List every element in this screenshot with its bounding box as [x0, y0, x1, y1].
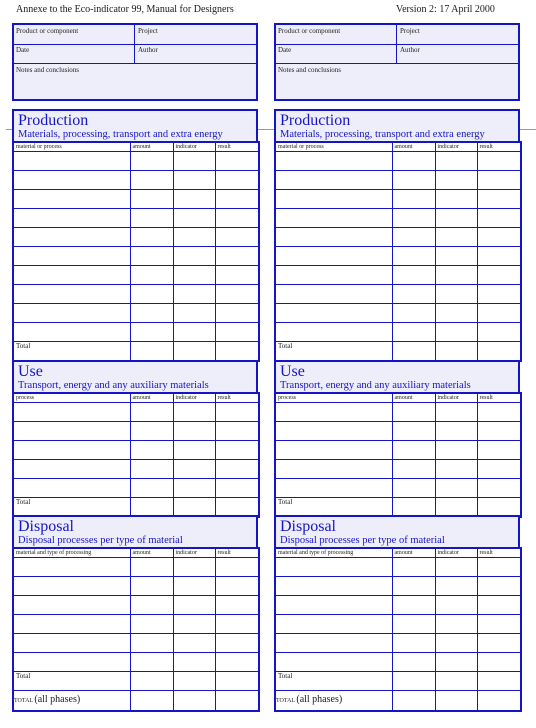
grand-total-row[interactable] [275, 691, 521, 712]
use-subtitle: Transport, energy and any auxiliary materials [280, 380, 471, 391]
col-amount: amount [392, 393, 435, 403]
table-row[interactable] [13, 171, 259, 190]
grand-total-qualifier: (all phases) [296, 694, 343, 705]
table-row[interactable] [275, 558, 521, 577]
table-row[interactable] [275, 247, 521, 266]
table-row[interactable] [13, 228, 259, 247]
date-field[interactable]: Date [278, 46, 292, 54]
table-row[interactable] [275, 653, 521, 672]
table-row[interactable] [13, 323, 259, 342]
table-row[interactable] [13, 247, 259, 266]
author-field[interactable]: Author [138, 46, 158, 54]
table-row[interactable] [13, 152, 259, 171]
production-total-row[interactable] [275, 342, 521, 362]
info-box [274, 23, 520, 101]
form-column-left [12, 23, 258, 705]
table-row[interactable] [275, 634, 521, 653]
total-label: Total [275, 672, 392, 691]
use-section [12, 360, 258, 518]
total-label: Total [275, 498, 392, 518]
col-result: result [477, 548, 521, 558]
table-row[interactable] [275, 422, 521, 441]
col-result: result [215, 393, 259, 403]
project-field[interactable]: Project [400, 27, 420, 35]
table-row[interactable] [275, 615, 521, 634]
disposal-subtitle: Disposal processes per type of material [280, 535, 445, 546]
table-row[interactable] [13, 422, 259, 441]
production-title: Production [18, 112, 89, 129]
production-section [274, 109, 520, 362]
production-subtitle: Materials, processing, transport and extra energy [18, 129, 223, 140]
product-field[interactable]: Product or component [278, 27, 341, 35]
table-row[interactable] [275, 441, 521, 460]
date-field[interactable]: Date [16, 46, 30, 54]
form-column-right [274, 23, 520, 705]
col-result: result [477, 142, 521, 152]
table-row[interactable] [13, 460, 259, 479]
table-row[interactable] [13, 190, 259, 209]
table-row[interactable] [275, 577, 521, 596]
col-amount: amount [392, 548, 435, 558]
project-field[interactable]: Project [138, 27, 158, 35]
col-result: result [477, 393, 521, 403]
table-row[interactable] [13, 266, 259, 285]
col-result: result [215, 548, 259, 558]
col-amount: amount [130, 393, 173, 403]
table-row[interactable] [13, 304, 259, 323]
grand-total-label [13, 691, 130, 712]
disposal-total-row[interactable] [275, 672, 521, 691]
table-row[interactable] [275, 304, 521, 323]
col-indicator: indicator [173, 548, 215, 558]
col-process: process [13, 393, 130, 403]
col-material-process: material or process [275, 142, 392, 152]
table-row[interactable] [13, 285, 259, 304]
table-row[interactable] [13, 479, 259, 498]
grand-total-label [275, 691, 392, 712]
use-title: Use [18, 363, 43, 380]
table-row[interactable] [13, 577, 259, 596]
production-total-row[interactable] [13, 342, 259, 362]
use-title: Use [280, 363, 305, 380]
col-material-type-processing: material and type of processing [13, 548, 130, 558]
total-label: Total [13, 672, 130, 691]
disposal-table [274, 547, 522, 712]
table-row[interactable] [275, 171, 521, 190]
production-table [12, 141, 260, 362]
notes-field[interactable]: Notes and conclusions [278, 66, 341, 74]
col-material-process: material or process [13, 142, 130, 152]
table-row[interactable] [13, 653, 259, 672]
disposal-table [12, 547, 260, 712]
page-header-version: Version 2: 17 April 2000 [396, 4, 495, 15]
production-subtitle: Materials, processing, transport and extra energy [280, 129, 485, 140]
notes-field[interactable]: Notes and conclusions [16, 66, 79, 74]
author-field[interactable]: Author [400, 46, 420, 54]
col-indicator: indicator [173, 393, 215, 403]
production-title: Production [280, 112, 351, 129]
col-material-type-processing: material and type of processing [275, 548, 392, 558]
table-row[interactable] [13, 596, 259, 615]
table-row[interactable] [275, 460, 521, 479]
use-subtitle: Transport, energy and any auxiliary materials [18, 380, 209, 391]
disposal-title: Disposal [280, 518, 336, 535]
table-row[interactable] [275, 596, 521, 615]
col-process: process [275, 393, 392, 403]
table-row[interactable] [13, 403, 259, 422]
total-label: Total [275, 342, 392, 362]
product-field[interactable]: Product or component [16, 27, 79, 35]
col-indicator: indicator [173, 142, 215, 152]
col-amount: amount [130, 142, 173, 152]
disposal-total-row[interactable] [13, 672, 259, 691]
production-table [274, 141, 522, 362]
col-indicator: indicator [435, 393, 477, 403]
table-row[interactable] [275, 266, 521, 285]
table-row[interactable] [13, 441, 259, 460]
use-table [274, 392, 522, 518]
table-row[interactable] [275, 403, 521, 422]
use-table [12, 392, 260, 518]
table-row[interactable] [13, 634, 259, 653]
table-row[interactable] [275, 209, 521, 228]
grand-total-text: TOTAL [14, 698, 33, 704]
col-amount: amount [392, 142, 435, 152]
table-row[interactable] [275, 228, 521, 247]
col-amount: amount [130, 548, 173, 558]
page-header-title: Annexe to the Eco-indicator 99, Manual for Designers [16, 4, 234, 15]
total-label: Total [13, 342, 130, 362]
table-row[interactable] [275, 479, 521, 498]
total-label: Total [13, 498, 130, 518]
table-row[interactable] [13, 209, 259, 228]
col-indicator: indicator [435, 548, 477, 558]
table-row[interactable] [13, 615, 259, 634]
grand-total-qualifier: (all phases) [34, 694, 81, 705]
col-indicator: indicator [435, 142, 477, 152]
disposal-subtitle: Disposal processes per type of material [18, 535, 183, 546]
grand-total-row[interactable] [13, 691, 259, 712]
table-row[interactable] [275, 190, 521, 209]
disposal-title: Disposal [18, 518, 74, 535]
table-row[interactable] [275, 152, 521, 171]
table-row[interactable] [275, 285, 521, 304]
use-section [274, 360, 520, 518]
col-result: result [215, 142, 259, 152]
table-row[interactable] [13, 558, 259, 577]
disposal-section [12, 515, 258, 712]
table-row[interactable] [275, 323, 521, 342]
grand-total-text: TOTAL [276, 698, 295, 704]
info-box [12, 23, 258, 101]
production-section [12, 109, 258, 362]
disposal-section [274, 515, 520, 712]
